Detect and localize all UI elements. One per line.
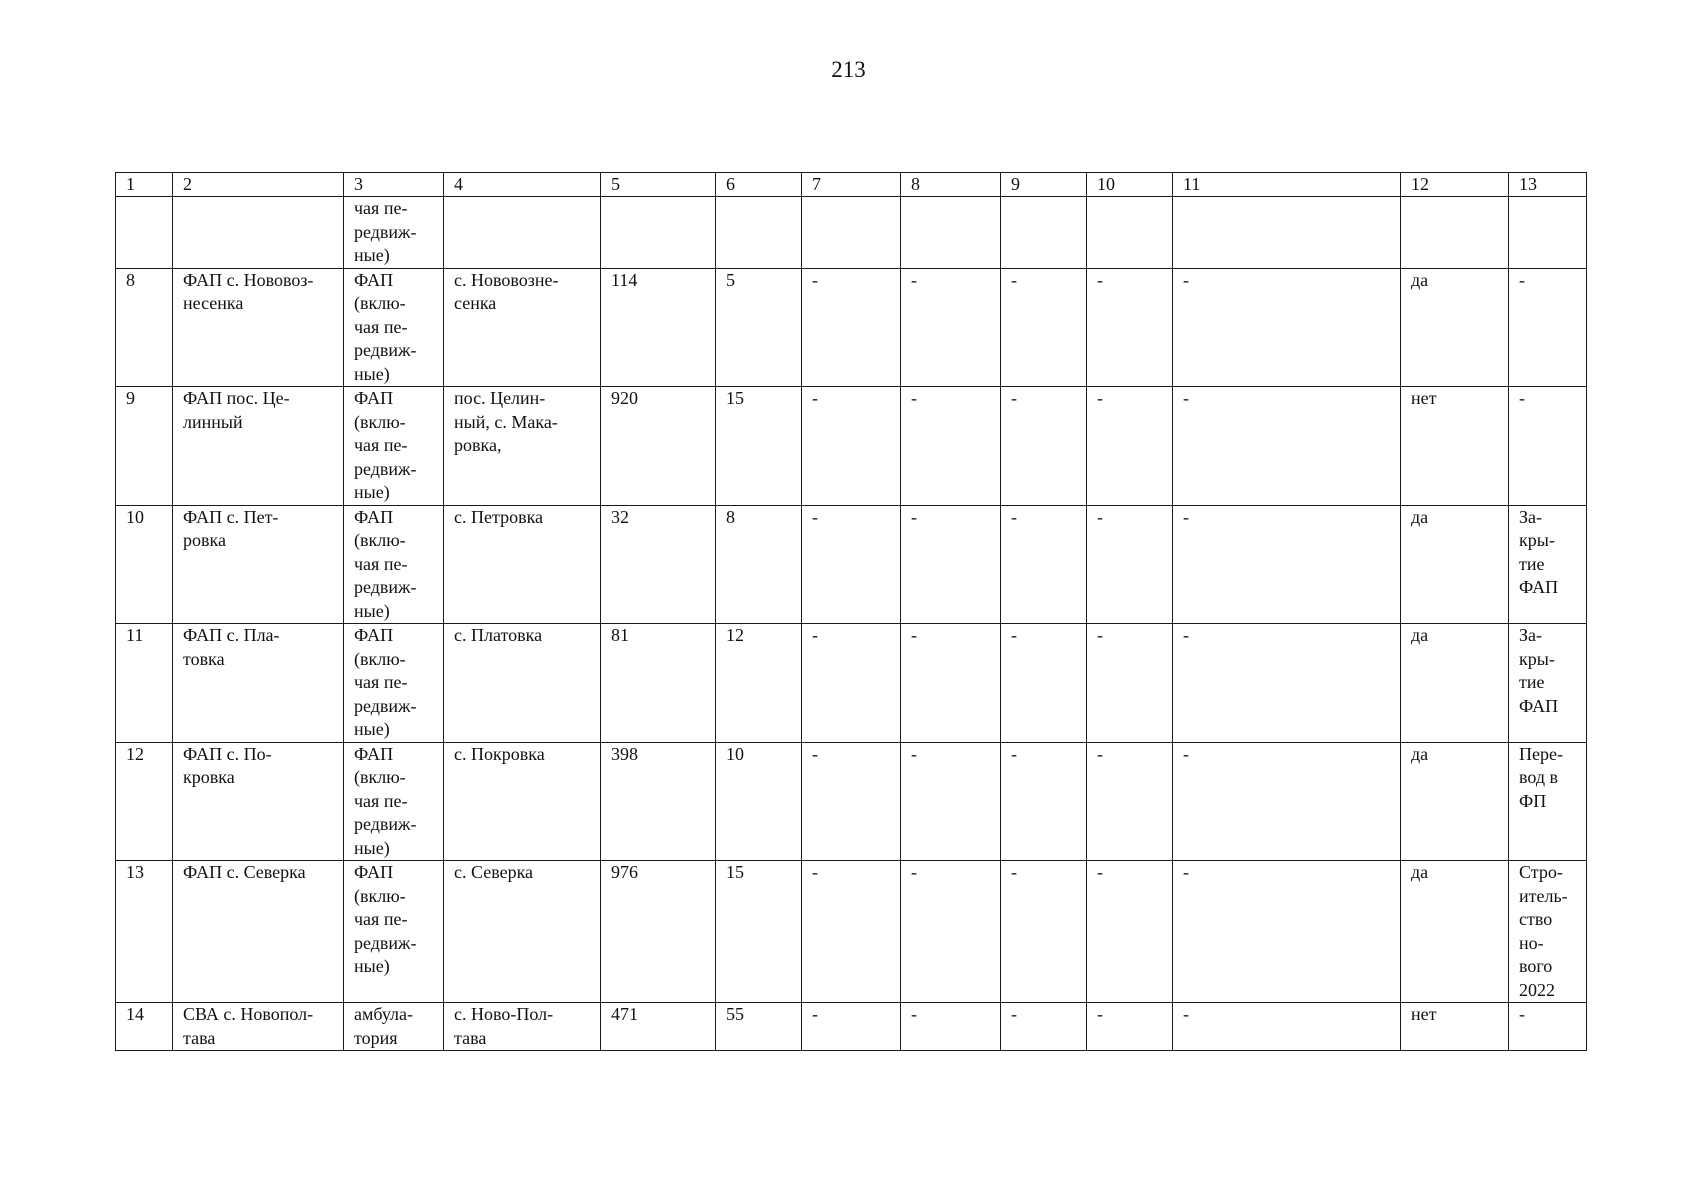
column-header: 1 bbox=[116, 173, 173, 197]
table-cell: - bbox=[1173, 861, 1401, 1003]
table-cell: Пере- вод в ФП bbox=[1509, 742, 1587, 861]
table-cell: - bbox=[901, 624, 1001, 743]
column-header: 2 bbox=[173, 173, 344, 197]
column-header: 9 bbox=[1001, 173, 1087, 197]
table-cell: с. Петровка bbox=[444, 505, 601, 624]
table-cell: - bbox=[1001, 1003, 1087, 1051]
table-cell: - bbox=[802, 742, 901, 861]
table-cell: 15 bbox=[716, 387, 802, 506]
column-header: 6 bbox=[716, 173, 802, 197]
table-cell: - bbox=[802, 505, 901, 624]
table-cell: с. Ново-Пол- тава bbox=[444, 1003, 601, 1051]
table-row bbox=[116, 197, 1587, 269]
table-cell: ФАП (вклю- чая пе- редвиж- ные) bbox=[344, 505, 444, 624]
table-cell: - bbox=[802, 268, 901, 387]
table-cell: - bbox=[1001, 268, 1087, 387]
table-row bbox=[116, 268, 1587, 387]
table-cell: ФАП пос. Це- линный bbox=[173, 387, 344, 506]
table-cell bbox=[1401, 197, 1509, 269]
column-header: 3 bbox=[344, 173, 444, 197]
table-header-row bbox=[116, 173, 1587, 197]
table-row bbox=[116, 1003, 1587, 1051]
table-cell: 920 bbox=[601, 387, 716, 506]
column-header: 8 bbox=[901, 173, 1001, 197]
table-cell: амбула- тория bbox=[344, 1003, 444, 1051]
table-cell: с. Покровка bbox=[444, 742, 601, 861]
table-cell: с. Платовка bbox=[444, 624, 601, 743]
table-cell: 9 bbox=[116, 387, 173, 506]
table-cell: 13 bbox=[116, 861, 173, 1003]
table-cell: да bbox=[1401, 742, 1509, 861]
table-cell: Стро- итель- ство но- вого 2022 bbox=[1509, 861, 1587, 1003]
table-cell: 5 bbox=[716, 268, 802, 387]
table-cell: с. Нововозне- сенка bbox=[444, 268, 601, 387]
table-cell: ФАП (вклю- чая пе- редвиж- ные) bbox=[344, 268, 444, 387]
table-cell: - bbox=[1001, 505, 1087, 624]
table-cell: - bbox=[1509, 1003, 1587, 1051]
table-cell: - bbox=[1001, 742, 1087, 861]
table-cell: нет bbox=[1401, 1003, 1509, 1051]
table-cell: нет bbox=[1401, 387, 1509, 506]
column-header: 13 bbox=[1509, 173, 1587, 197]
table-cell bbox=[1173, 197, 1401, 269]
table-cell: - bbox=[1001, 624, 1087, 743]
table-cell: - bbox=[901, 268, 1001, 387]
table-cell: 471 bbox=[601, 1003, 716, 1051]
table-cell: 976 bbox=[601, 861, 716, 1003]
table-cell: - bbox=[901, 387, 1001, 506]
table-cell: - bbox=[1087, 861, 1173, 1003]
table-cell bbox=[1001, 197, 1087, 269]
table-cell: ФАП (вклю- чая пе- редвиж- ные) bbox=[344, 624, 444, 743]
table-cell: - bbox=[802, 624, 901, 743]
table-cell: - bbox=[1509, 387, 1587, 506]
table-cell: ФАП с. Северка bbox=[173, 861, 344, 1003]
table-cell: - bbox=[901, 861, 1001, 1003]
table-cell: За- кры- тие ФАП bbox=[1509, 624, 1587, 743]
table-cell: 14 bbox=[116, 1003, 173, 1051]
table-cell bbox=[1087, 197, 1173, 269]
table-cell: - bbox=[802, 1003, 901, 1051]
column-header: 7 bbox=[802, 173, 901, 197]
facilities-table bbox=[115, 172, 1587, 1051]
table-cell: - bbox=[901, 1003, 1001, 1051]
table-cell: - bbox=[1087, 742, 1173, 861]
table-cell bbox=[901, 197, 1001, 269]
table-cell: ФАП (вклю- чая пе- редвиж- ные) bbox=[344, 387, 444, 506]
table-cell: 398 bbox=[601, 742, 716, 861]
column-header: 12 bbox=[1401, 173, 1509, 197]
table-cell: - bbox=[802, 861, 901, 1003]
table-cell: 12 bbox=[116, 742, 173, 861]
table-cell: - bbox=[1087, 387, 1173, 506]
table-row bbox=[116, 861, 1587, 1003]
column-header: 5 bbox=[601, 173, 716, 197]
table-cell: - bbox=[1087, 624, 1173, 743]
table-cell: - bbox=[901, 505, 1001, 624]
table-cell: 81 bbox=[601, 624, 716, 743]
table-cell: да bbox=[1401, 505, 1509, 624]
table-cell bbox=[116, 197, 173, 269]
table-cell: с. Северка bbox=[444, 861, 601, 1003]
table-cell: - bbox=[1173, 742, 1401, 861]
table-row bbox=[116, 624, 1587, 743]
table-cell bbox=[1509, 197, 1587, 269]
table-cell: да bbox=[1401, 861, 1509, 1003]
table-cell: - bbox=[1173, 624, 1401, 743]
table-cell bbox=[173, 197, 344, 269]
table-cell: ФАП (вклю- чая пе- редвиж- ные) bbox=[344, 861, 444, 1003]
table-cell: ФАП (вклю- чая пе- редвиж- ные) bbox=[344, 742, 444, 861]
table-cell: - bbox=[1087, 268, 1173, 387]
column-header: 11 bbox=[1173, 173, 1401, 197]
table-cell: СВА с. Новопол- тава bbox=[173, 1003, 344, 1051]
table-cell: 11 bbox=[116, 624, 173, 743]
page-number: 213 bbox=[831, 57, 866, 82]
table-cell: ФАП с. По- кровка bbox=[173, 742, 344, 861]
table-cell: 10 bbox=[116, 505, 173, 624]
table-cell: 12 bbox=[716, 624, 802, 743]
column-header: 10 bbox=[1087, 173, 1173, 197]
table-cell: чая пе- редвиж- ные) bbox=[344, 197, 444, 269]
table-cell: 32 bbox=[601, 505, 716, 624]
table-cell: - bbox=[1173, 387, 1401, 506]
table-cell: - bbox=[901, 742, 1001, 861]
table-row bbox=[116, 387, 1587, 506]
table-cell: - bbox=[1087, 1003, 1173, 1051]
table-cell: - bbox=[1509, 268, 1587, 387]
table-cell: 15 bbox=[716, 861, 802, 1003]
table-cell bbox=[716, 197, 802, 269]
table-cell: - bbox=[1087, 505, 1173, 624]
table-cell: 8 bbox=[716, 505, 802, 624]
table-cell bbox=[444, 197, 601, 269]
table-cell: ФАП с. Пет- ровка bbox=[173, 505, 344, 624]
table-cell: - bbox=[1173, 505, 1401, 624]
table-cell bbox=[601, 197, 716, 269]
column-header: 4 bbox=[444, 173, 601, 197]
table-cell: 114 bbox=[601, 268, 716, 387]
table-cell: - bbox=[1001, 861, 1087, 1003]
table-cell: - bbox=[1001, 387, 1087, 506]
table-row bbox=[116, 505, 1587, 624]
table-cell: - bbox=[802, 387, 901, 506]
table-cell: 8 bbox=[116, 268, 173, 387]
table-cell: 10 bbox=[716, 742, 802, 861]
table-cell: За- кры- тие ФАП bbox=[1509, 505, 1587, 624]
table-cell: - bbox=[1173, 268, 1401, 387]
table-cell: - bbox=[1173, 1003, 1401, 1051]
table-row bbox=[116, 742, 1587, 861]
table-cell: да bbox=[1401, 624, 1509, 743]
table-cell: да bbox=[1401, 268, 1509, 387]
table-cell: ФАП с. Нововоз- несенка bbox=[173, 268, 344, 387]
table-cell: пос. Целин- ный, с. Мака- ровка, bbox=[444, 387, 601, 506]
table-cell bbox=[802, 197, 901, 269]
table-cell: 55 bbox=[716, 1003, 802, 1051]
table-cell: ФАП с. Пла- товка bbox=[173, 624, 344, 743]
